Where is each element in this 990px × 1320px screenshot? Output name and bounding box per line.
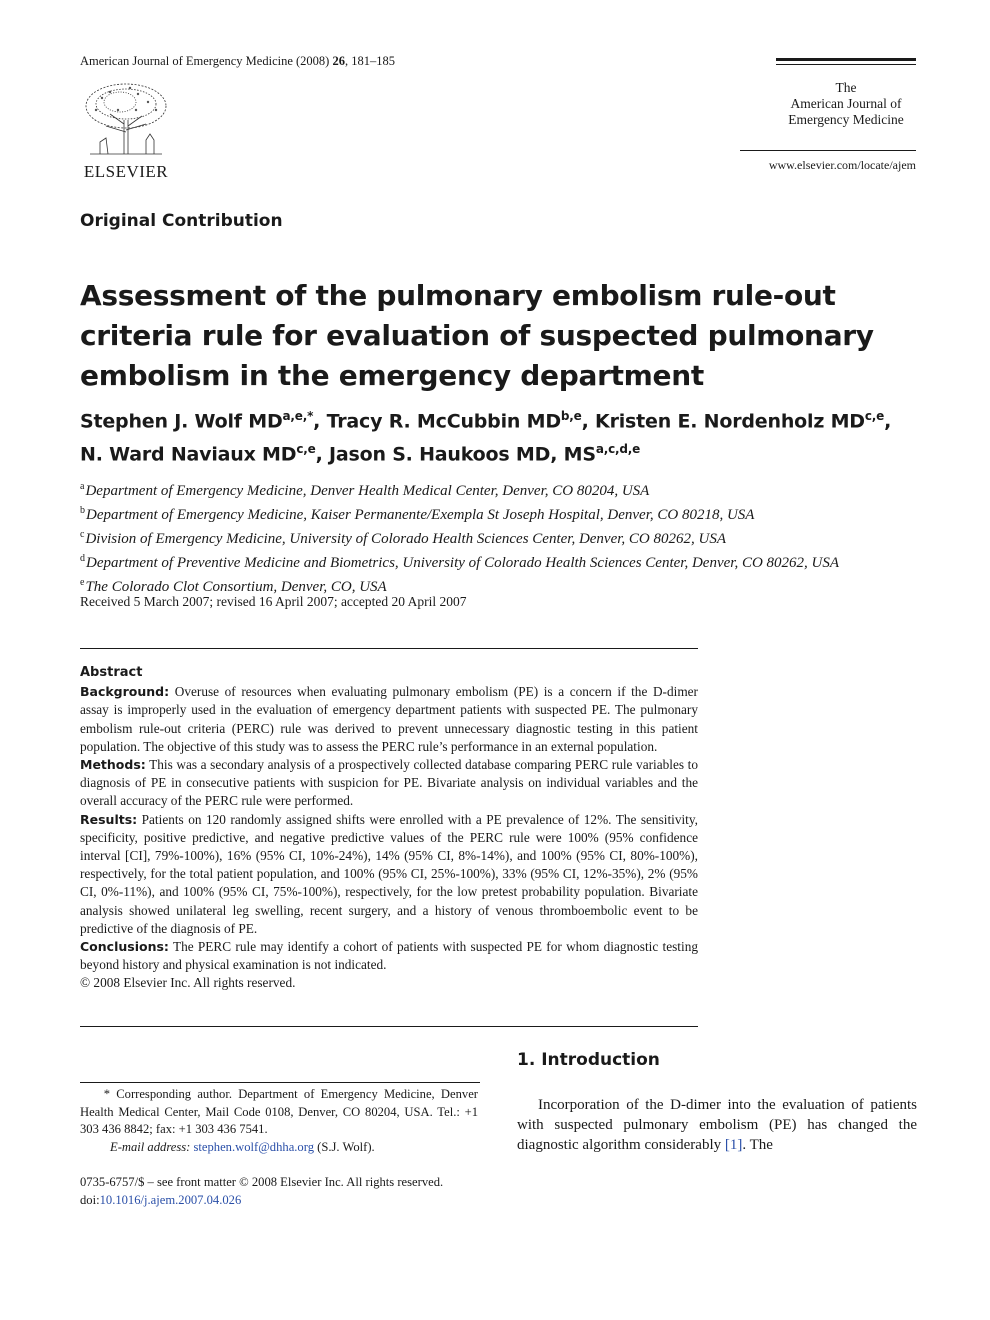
affiliation-item: $^a$Department of Emergency Medicine, Denver Health Medical Center, Denver, CO 80204, USA bbox=[80, 481, 650, 499]
abstract bbox=[80, 664, 698, 993]
doi-line: doi:10.1016/j.ajem.2007.04.026 bbox=[80, 1193, 242, 1207]
abstract-methods: Methods: This was a secondary analysis of a prospectively collected database comparing PERC rule variables to diagnosis of PE in consecutive patients with suspicion for PE. Bivariate analysis on individual variables and the overall accuracy of the PERC rule were performed. bbox=[80, 757, 698, 809]
author-name: N. Ward Naviaux MD bbox=[80, 443, 297, 466]
email-link[interactable]: stephen.wolf@dhha.org bbox=[193, 1139, 314, 1154]
publisher-name: ELSEVIER bbox=[83, 162, 169, 181]
author-affiliation-marks: b,e bbox=[560, 409, 582, 423]
author-affiliation-marks: a,c,d,e bbox=[595, 442, 641, 457]
masthead-line: Emergency Medicine bbox=[788, 112, 904, 127]
masthead-rule bbox=[740, 150, 916, 151]
abstract-background: Background: Overuse of resources when evaluating pulmonary embolism (PE) is a concern if the D-dimer assay is improperly used in the evaluation of emergency department patients with suspected PE. The pulmonary embolism rule-out criteria (PERC) rule was derived to prevent unnecessary diagnostic testing in this patient population. The objective of this study was to assess the PERC rule’s performance in an external population. bbox=[80, 684, 698, 754]
affiliation-item: $^b$Department of Emergency Medicine, Kaiser Permanente/Exempla St Joseph Hospital, Denver, CO 80218, USA bbox=[80, 505, 755, 523]
article-title: Assessment of the pulmonary embolism rule-out criteria rule for evaluation of suspected pulmonary embolism in the emergency department bbox=[80, 279, 874, 392]
author-name: Jason S. Haukoos MD, MS bbox=[329, 443, 596, 466]
author-list: Stephen J. Wolf $MD^{a,e,*}$, Tracy R. McCubbin MD$^{b,e}$, Kristen E. Nordenholz MD$^{c,e}$, N. Ward Naviaux MD$^{c,e}$, Jason S. Haukoos MD, MS$^{a,c,d,e}$ bbox=[80, 409, 892, 466]
abstract-copyright: © 2008 Elsevier Inc. All rights reserved. bbox=[80, 975, 296, 991]
masthead-rule bbox=[776, 64, 916, 65]
footnote-marker: * bbox=[103, 1087, 110, 1101]
author-affiliation-marks: c,e bbox=[296, 442, 316, 457]
intro-paragraph: Incorporation of the D-dimer into the evaluation of patients with suspected pulmonary embolism (PE) has changed the diagnostic algorithm considerably [1]. The bbox=[517, 1097, 917, 1153]
author-affiliation-marks: c,e bbox=[864, 409, 885, 423]
journal-reference: American Journal of Emergency Medicine (2008) 26, 181–185 bbox=[80, 54, 395, 68]
abstract-results: Results: Patients on 120 randomly assigned shifts were enrolled with a PE prevalence of 12%. The sensitivity, specificity, positive predictive, and negative predictive values of the PERC rule were 100% (95% confidence interval [CI], 79%-100%), 16% (95% CI, 10%-24%), 14% (95% CI, 8%-14%), and 100% (95% CI, 80%-100%), respectively, for the total patient population, and 100% (95% CI, 25%-100%), 33% (95% CI, 12%-35%), 2% (95% CI, 0%-11%), and 100% (95% CI, 75%-100%), respectively, for the low pretest probability population. Bivariate analysis showed unilateral leg swelling, recent surgery, and a history of venous thromboembolic event to be predictive of the diagnosis of PE. bbox=[80, 811, 698, 936]
affiliation-item: $^c$Division of Emergency Medicine, University of Colorado Health Sciences Center, Denver, CO 80262, USA bbox=[80, 529, 727, 547]
author-name: Kristen E. Nordenholz MD bbox=[595, 410, 865, 433]
masthead-rule bbox=[776, 58, 916, 61]
front-matter-line: 0735-6757/$ – see front matter © 2008 Elsevier Inc. All rights reserved. bbox=[80, 1175, 444, 1189]
article-type: Original Contribution bbox=[80, 211, 283, 231]
doi-link[interactable]: 10.1016/j.ajem.2007.04.026 bbox=[99, 1193, 242, 1207]
author-affiliation-marks: a,e,* bbox=[282, 409, 314, 423]
article-dates: Received 5 March 2007; revised 16 April 2007; accepted 20 April 2007 bbox=[80, 594, 467, 609]
author-name: Tracy R. McCubbin MD bbox=[326, 410, 561, 433]
author-name: Stephen J. Wolf MD bbox=[80, 410, 283, 433]
affiliation-item: $^d$Department of Preventive Medicine and Biometrics, University of Colorado Health Sciences Center, Denver, CO 80262, USA bbox=[80, 553, 840, 571]
footnote-divider bbox=[80, 1082, 480, 1083]
abstract-heading: Abstract bbox=[80, 665, 143, 680]
abstract-divider bbox=[80, 1026, 698, 1027]
abstract-conclusions: Conclusions: The PERC rule may identify a cohort of patients with suspected PE for whom diagnostic testing beyond history and physical examination is not indicated. bbox=[80, 939, 698, 973]
affiliation-list bbox=[80, 477, 930, 597]
email-label: E-mail address: bbox=[110, 1139, 191, 1154]
section-heading: 1. Introduction bbox=[517, 1050, 660, 1070]
journal-masthead bbox=[776, 80, 916, 128]
corresponding-author-footnote: * Corresponding author. Department of Emergency Medicine, Denver Health Medical Center, Mail Code 0108, Denver, CO 80204, USA. Tel.: +1 303 436 8842; fax: +1 303 436 7541. E-mail address: stephen.wolf@dhha.org (S.J. Wolf). bbox=[80, 1087, 478, 1154]
masthead-line: American Journal of bbox=[790, 96, 902, 111]
masthead-line: The bbox=[835, 80, 857, 95]
abstract-divider bbox=[80, 648, 698, 649]
issn-block bbox=[80, 1173, 480, 1209]
reference-link[interactable]: [1] bbox=[724, 1137, 743, 1153]
journal-url-link[interactable]: www.elsevier.com/locate/ajem bbox=[768, 158, 916, 172]
elsevier-tree-logo-icon bbox=[80, 80, 172, 160]
affiliation-item: $^e$The Colorado Clot Consortium, Denver, CO, USA bbox=[80, 577, 387, 595]
